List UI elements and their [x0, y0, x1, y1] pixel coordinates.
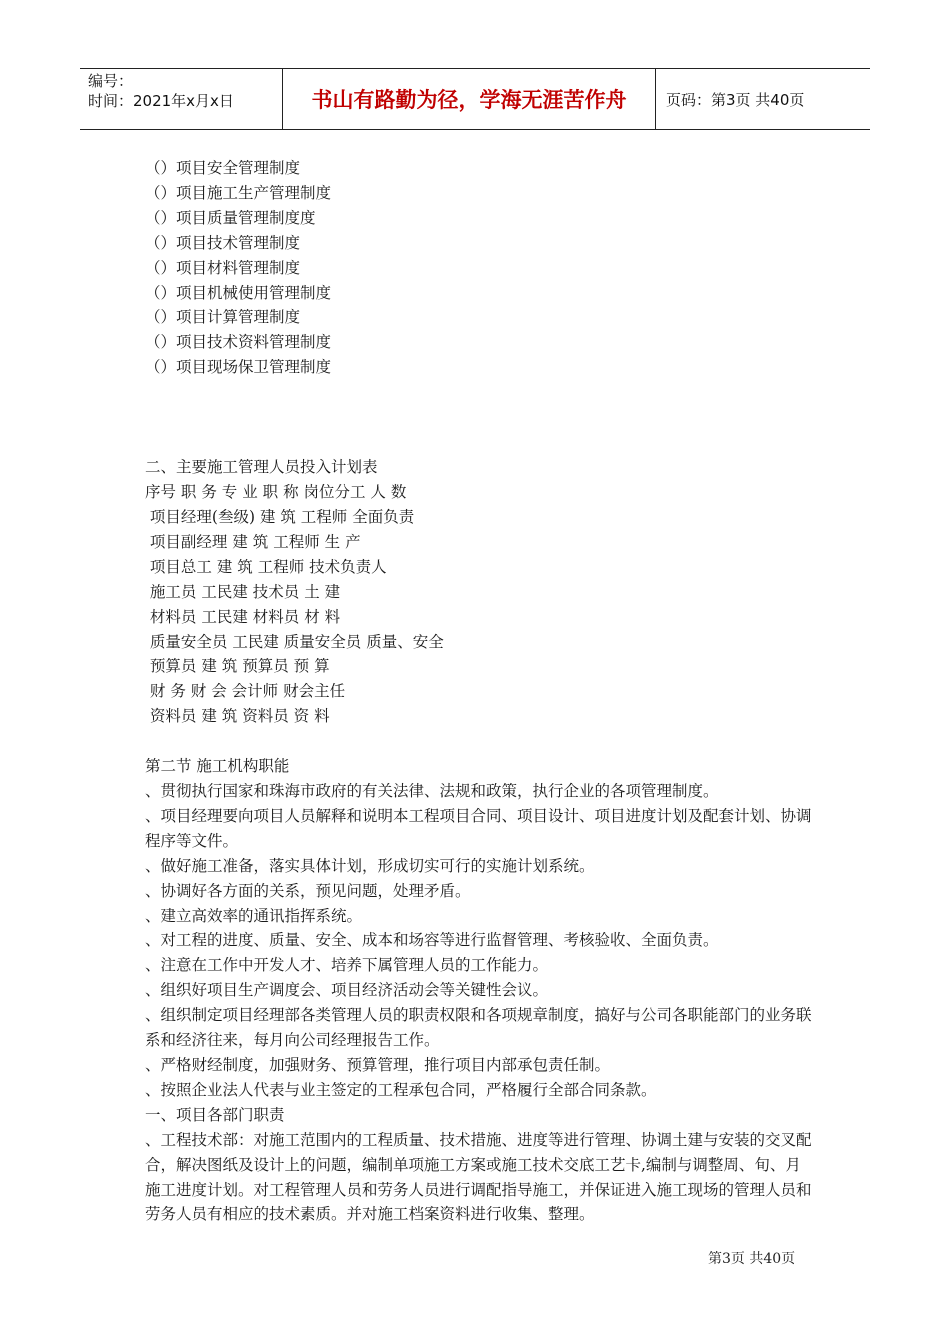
- paragraph: 、严格财经制度，加强财务、预算管理，推行项目内部承包责任制。: [145, 1056, 611, 1074]
- paragraph: 、注意在工作中开发人才、培养下属管理人员的工作能力。: [145, 956, 549, 975]
- paragraph: 、组织好项目生产调度会、项目经济活动会等关键性会议。: [145, 981, 549, 1000]
- page-footer: 第3页 共40页: [708, 1251, 796, 1267]
- header-left-cell: [80, 69, 282, 129]
- list-item: （）项目技术管理制度: [145, 233, 301, 252]
- paragraph: 、项目经理要向项目人员解释和说明本工程项目合同、项目设计、项目进度计划及配套计划、协调程序等文件。: [145, 806, 812, 850]
- table-row: 材料员 工民建 材料员 材 料: [145, 607, 341, 626]
- section-title: 二、主要施工管理人员投入计划表: [145, 458, 378, 477]
- list-item: （）项目现场保卫管理制度: [145, 358, 332, 377]
- paragraph: 、对工程的进度、质量、安全、成本和场容等进行监督管理、考核验收、全面负责。: [145, 931, 719, 950]
- paragraph: 、工程技术部：对施工范围内的工程质量、技术措施、进度等进行管理、协调土建与安装的交叉配合，解决图纸及设计上的问题，编制单项施工方案或施工技术交底工艺卡,编制与调整周、旬、月施工进度计划。对工程管理人员和劳务人员进行调配指导施工，并保证进入施工现场的管理人员和劳务人员有相应的技术素质。并对施工档案资料进行收集、整理。: [145, 1130, 812, 1224]
- table-row: 项目总工 建 筑 工程师 技术负责人: [145, 557, 387, 576]
- list-item: （）项目施工生产管理制度: [145, 183, 332, 202]
- header-motto: 书山有路勤为径，学海无涯苦作舟: [282, 69, 656, 129]
- paragraph: 、建立高效率的通讯指挥系统。: [145, 906, 363, 925]
- document-body: [145, 156, 815, 1227]
- list-item: （）项目技术资料管理制度: [145, 333, 332, 352]
- spacer: [145, 729, 815, 754]
- table-row: 项目副经理 建 筑 工程师 生 产: [145, 532, 361, 551]
- table-row: 项目经理(叁级) 建 筑 工程师 全面负责: [145, 507, 415, 526]
- list-item: （）项目材料管理制度: [145, 258, 301, 277]
- document-date-label: 时间：2021年x月x日: [88, 92, 234, 110]
- management-system-list: [145, 156, 815, 380]
- table-header-row: 序号 职 务 专 业 职 称 岗位分工 人 数: [145, 483, 407, 502]
- paragraph: 、组织制定项目经理部各类管理人员的职责权限和各项规章制度，搞好与公司各职能部门的业务联系和经济往来，每月向公司经理报告工作。: [145, 1006, 812, 1050]
- section-title: 第二节 施工机构职能: [145, 757, 290, 776]
- header-page-info: 页码：第3页 共40页: [666, 90, 805, 109]
- table-row: 质量安全员 工民建 质量安全员 质量、安全: [145, 632, 444, 651]
- spacer: [145, 380, 815, 455]
- list-item: （）项目质量管理制度度: [145, 208, 316, 227]
- staff-plan-section: [145, 455, 815, 729]
- list-item: （）项目安全管理制度: [145, 159, 301, 177]
- paragraph: 、贯彻执行国家和珠海市政府的有关法律、法规和政策，执行企业的各项管理制度。: [145, 782, 719, 801]
- document-number-label: 编号：: [88, 72, 134, 90]
- organization-duties-section: [145, 754, 815, 1227]
- paragraph: 、做好施工准备，落实具体计划，形成切实可行的实施计划系统。: [145, 856, 595, 875]
- paragraph: 、协调好各方面的关系，预见问题，处理矛盾。: [145, 881, 471, 900]
- table-row: 施工员 工民建 技术员 土 建: [145, 582, 341, 601]
- list-item: （）项目机械使用管理制度: [145, 283, 332, 302]
- table-row: 资料员 建 筑 资料员 资 料: [145, 707, 330, 726]
- paragraph: 、按照企业法人代表与业主签定的工程承包合同，严格履行全部合同条款。: [145, 1080, 657, 1099]
- subsection-title: 一、项目各部门职责: [145, 1105, 285, 1124]
- list-item: （）项目计算管理制度: [145, 308, 301, 327]
- page-header: [80, 68, 870, 130]
- table-row: 预算员 建 筑 预算员 预 算: [145, 657, 330, 676]
- table-row: 财 务 财 会 会计师 财会主任: [145, 682, 346, 701]
